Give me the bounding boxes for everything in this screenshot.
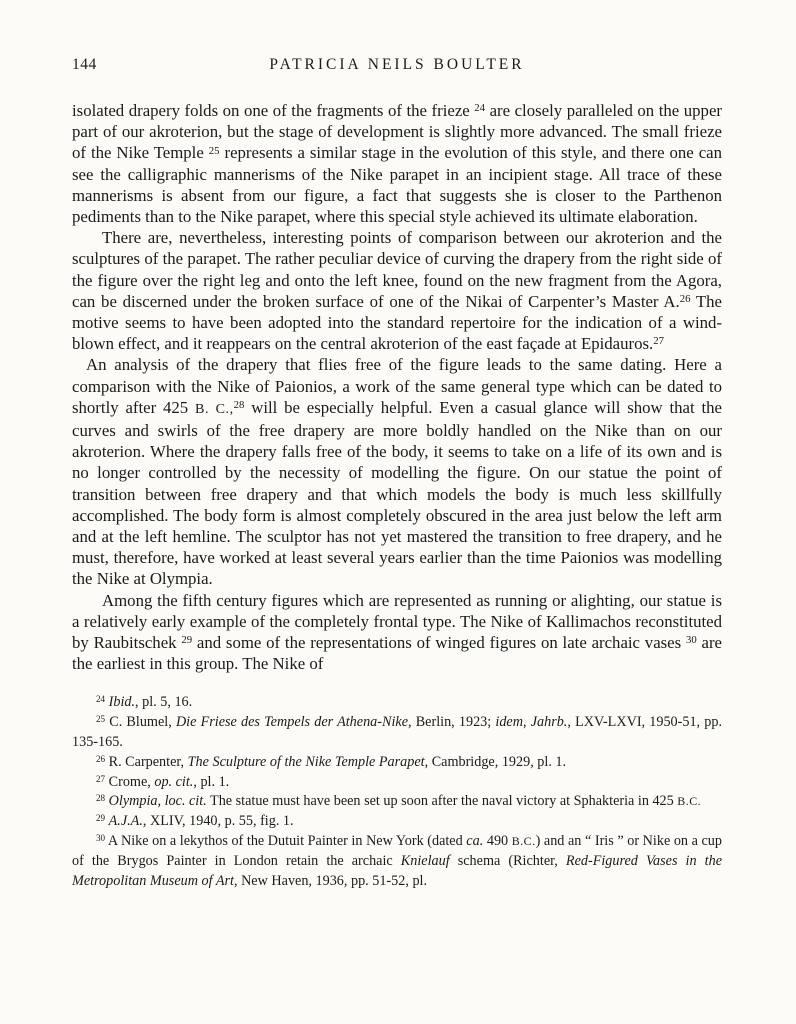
footnote: $^{28}$ Olympia, loc. cit. The statue must have been set up soon after the naval victory at Sphakteria in 425 B.C. xyxy=(96,793,702,810)
paragraph: An analysis of the drapery that flies free of the figure leads to the same dating. Here a comparison with the Nike of Paionios, a work of the same general type which can be dated to shortly after 425 B. C.,$^{28}$ will be especially helpful. Even a casual glance will show that the curves and swirls of the free drapery are more boldly handled on the Nike than on our akroterion. Where the drapery falls free of the body, it seems to take on a life of its own and is no longer controlled by the necessity of modelling the figure. On our statue the point of transition between free drapery and that which models the body is much less skillfully accomplished. The body form is almost completely obscured in the area just below the left arm and at the left hemline. The sculptor has not yet mastered the transition to free drapery, and he must, therefore, have worked at least several years earlier than the time Paionios was modelling the Nike at Olympia. xyxy=(72,355,722,589)
footnote: $^{29}$ A.J.A., XLIV, 1940, p. 55, fig. 1. xyxy=(96,813,294,830)
footnote: $^{30}$ A Nike on a lekythos of the Dutuit Painter in New York (dated ca. 490 B.C.) and an “ Iris ” or Nike on a cup of the Brygos Painter in London retain the archaic Knielauf schema (Richter, Red-Figured Vases in the Metropolitan Museum of Art, New Haven, 1936, pp. 51-52, pl. xyxy=(72,832,722,889)
article-body xyxy=(72,100,722,674)
footnote: $^{26}$ R. Carpenter, The Sculpture of the Nike Temple Parapet, Cambridge, 1929, pl. 1. xyxy=(96,753,567,770)
footnote: $^{24}$ Ibid., pl. 5, 16. xyxy=(96,694,193,711)
footnotes-section xyxy=(72,693,722,891)
page-header xyxy=(72,56,722,74)
paragraph: Among the fifth century figures which are represented as running or alighting, our statue is a relatively early example of the completely frontal type. The Nike of Kallimachos reconstituted by Raubitschek $^{29}$ and some of the representations of winged figures on late archaic vases $^{30}$ are the earliest in this group. The Nike of xyxy=(72,590,722,674)
paragraph: isolated drapery folds on one of the fragments of the frieze $^{24}$ are closely paralleled on the upper part of our akroterion, but the stage of development is slightly more advanced. The small frieze of the Nike Temple $^{25}$ represents a similar stage in the evolution of this style, and there one can see the calligraphic mannerisms of the Nike parapet in an incipient stage. All trace of these mannerisms is absent from our figure, a fact that suggests she is closer to the Parthenon pediments than to the Nike parapet, where this special style achieved its ultimate elaboration. xyxy=(72,101,722,227)
footnote: $^{25}$ C. Blumel, Die Friese des Tempels der Athena-Nike, Berlin, 1923; idem, Jahrb., LXV-LXVI, 1950-51, pp. 135-165. xyxy=(72,714,722,751)
footnote: $^{27}$ Crome, op. cit., pl. 1. xyxy=(96,773,230,790)
paragraph: There are, nevertheless, interesting points of comparison between our akroterion and the sculptures of the parapet. The rather peculiar device of curving the drapery from the right side of the figure over the right leg and onto the left knee, found on the new fragment from the Agora, can be discerned under the broken surface of one of the Nikai of Carpenter’s Master A.$^{26}$ The motive seems to have been adopted into the standard repertoire for the indication of a wind-blown effect, and it reappears on the central akroterion of the east façade at Epidauros.$^{27}$ xyxy=(72,228,722,354)
running-head: PATRICIA NEILS BOULTER xyxy=(269,56,525,73)
page-number: 144 xyxy=(72,56,97,73)
